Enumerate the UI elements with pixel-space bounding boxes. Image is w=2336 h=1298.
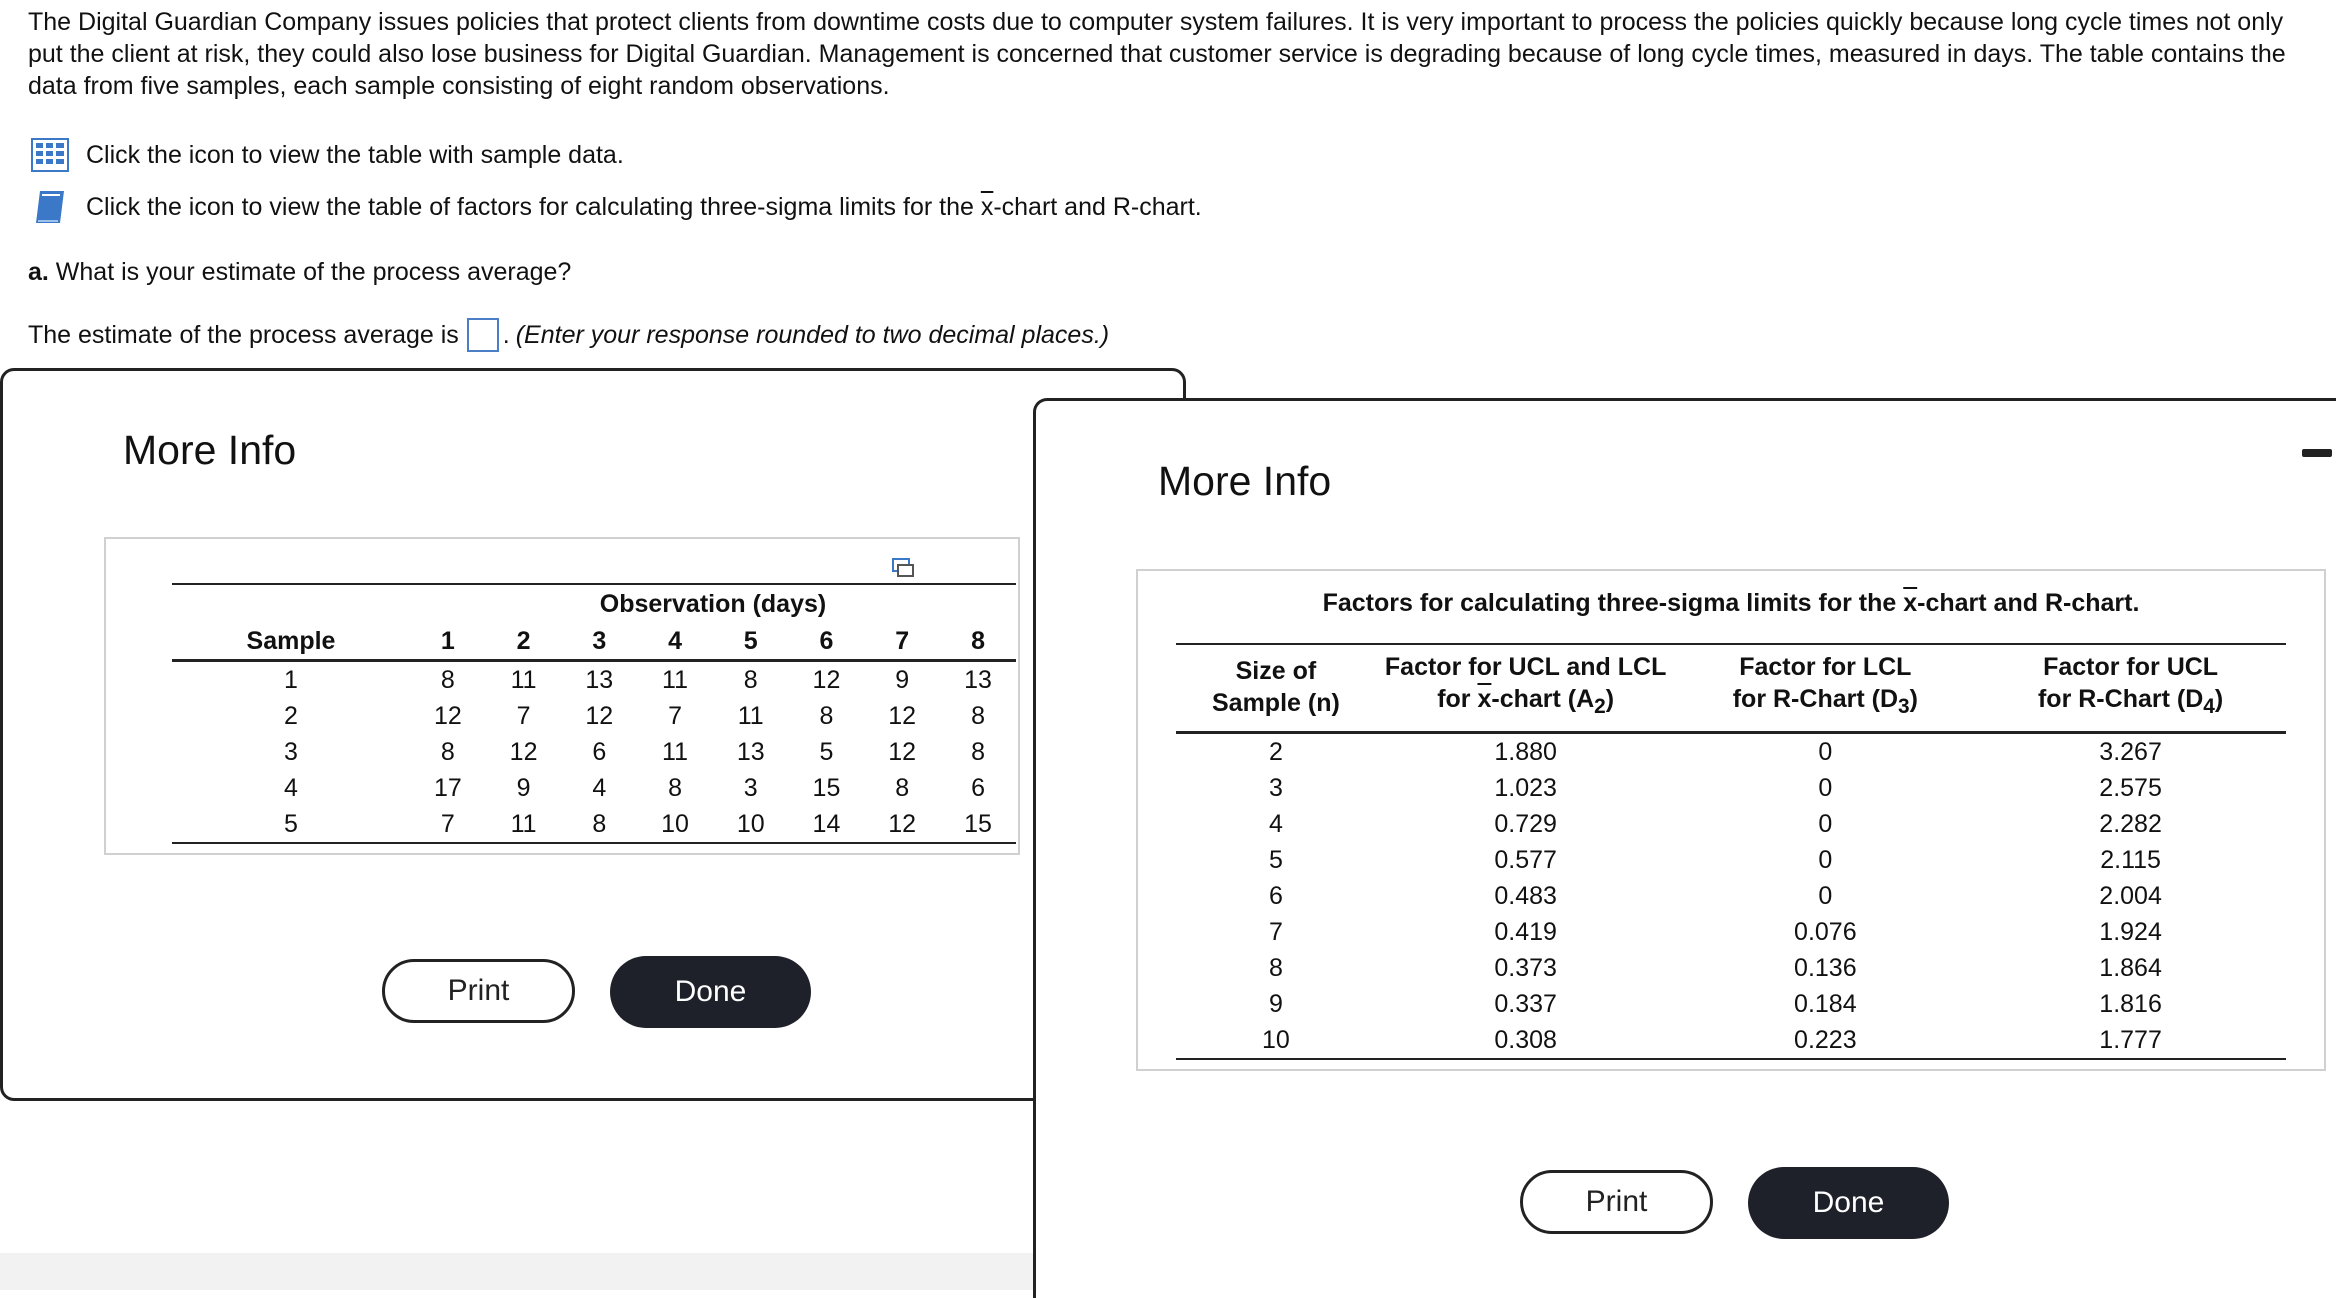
- table-row: 1 8 11 13 11 8 12 9 13: [284, 665, 992, 694]
- table-grid-icon[interactable]: [30, 135, 70, 175]
- column-header-d3: Factor for LCL for R-Chart $(D_3)$: [1675, 644, 1975, 733]
- minimize-icon[interactable]: [2302, 449, 2332, 457]
- column-header-a2: Factor for UCL and LCL for $\overline{x}$-chart $(A_2)$: [1376, 644, 1676, 733]
- table-row: 2 12 7 12 7 11 8 12 8: [284, 701, 985, 730]
- copy-icon[interactable]: [891, 557, 915, 579]
- factors-table: [1176, 643, 2286, 1060]
- column-header: 2: [486, 623, 562, 661]
- done-button[interactable]: Done: [610, 956, 811, 1028]
- table-row: 7 0.419 0.076 1.924: [1268, 917, 2162, 946]
- table-row: 6 0.483 0 2.004: [1268, 881, 2162, 910]
- column-header: Sample: [172, 623, 410, 661]
- table-row: 3 8 12 6 11 13 5 12 8: [284, 737, 985, 766]
- done-button[interactable]: Done: [1748, 1167, 1949, 1239]
- print-button[interactable]: Print: [1520, 1170, 1713, 1234]
- table-header-row: [1176, 644, 2286, 733]
- process-average-input[interactable]: [467, 318, 499, 352]
- column-header-d4: Factor for UCL for R-Chart $(D_4)$: [1975, 644, 2286, 733]
- answer-prefix: The estimate of the process average is: [28, 320, 459, 349]
- column-header: 1: [410, 623, 486, 661]
- factors-panel: [1136, 569, 2326, 1071]
- table-row: 2 1.880 0 3.267: [1268, 737, 2162, 766]
- table-header-row: [172, 623, 1016, 661]
- factors-link-text[interactable]: Click the icon to view the table of factors for calculating three-sigma limits for the $\overline{x}$-chart and R-chart.: [86, 192, 1202, 221]
- page-footer-strip: [0, 1253, 1040, 1290]
- answer-line: [28, 318, 1109, 352]
- column-header: 4: [637, 623, 713, 661]
- table-row: 4 17 9 4 8 3 15 8 6: [284, 773, 985, 802]
- dialog-title: More Info: [123, 427, 297, 473]
- sample-data-table: [172, 583, 1016, 844]
- sample-data-dialog: [0, 368, 1186, 1101]
- answer-hint: (Enter your response rounded to two decimal places.): [515, 320, 1110, 349]
- sample-data-link[interactable]: [30, 135, 624, 175]
- column-header: 3: [561, 623, 637, 661]
- print-button[interactable]: Print: [382, 959, 575, 1023]
- column-header: 6: [789, 623, 865, 661]
- table-row: 10 0.308 0.223 1.777: [1176, 1022, 2286, 1059]
- dialog-title: More Info: [1158, 458, 1332, 504]
- column-header: 5: [713, 623, 789, 661]
- question-text: What is your estimate of the process average?: [48, 258, 572, 286]
- book-icon[interactable]: [30, 187, 70, 227]
- sample-data-link-text[interactable]: Click the icon to view the table with sample data.: [86, 140, 624, 169]
- table-row: 8 0.373 0.136 1.864: [1268, 953, 2162, 982]
- table-row: 5 7 11 8 10 10 14 12 15: [172, 806, 1016, 843]
- table-row: 3 1.023 0 2.575: [1268, 773, 2162, 802]
- answer-suffix: .: [502, 320, 510, 349]
- column-header-sample-size: Size of Sample (n): [1176, 644, 1376, 733]
- column-header: 7: [864, 623, 940, 661]
- factors-table-caption: Factors for calculating three-sigma limits for the $\overline{x}$-chart and R-chart.: [1322, 589, 2140, 617]
- table-row: 4 0.729 0 2.282: [1268, 809, 2162, 838]
- problem-statement: The Digital Guardian Company issues policies that protect clients from downtime costs due to computer system failures. It is very important to process the policies quickly because long cycle times not only put the client at risk, they could also lose business for Digital Guardian. Management is concerned that customer service is degrading because of long cycle times, measured in days. The table contains the data from five samples, each sample consisting of eight random observations.: [28, 8, 2286, 100]
- factors-link[interactable]: [30, 187, 1202, 227]
- observation-group-header: Observation (days): [410, 584, 1016, 623]
- factors-dialog: [1033, 398, 2336, 1298]
- table-row: 5 0.577 0 2.115: [1268, 845, 2161, 874]
- column-header: 8: [940, 623, 1016, 661]
- table-row: 9 0.337 0.184 1.816: [1268, 989, 2162, 1018]
- question-a: [28, 258, 571, 287]
- question-label: a.: [28, 258, 49, 286]
